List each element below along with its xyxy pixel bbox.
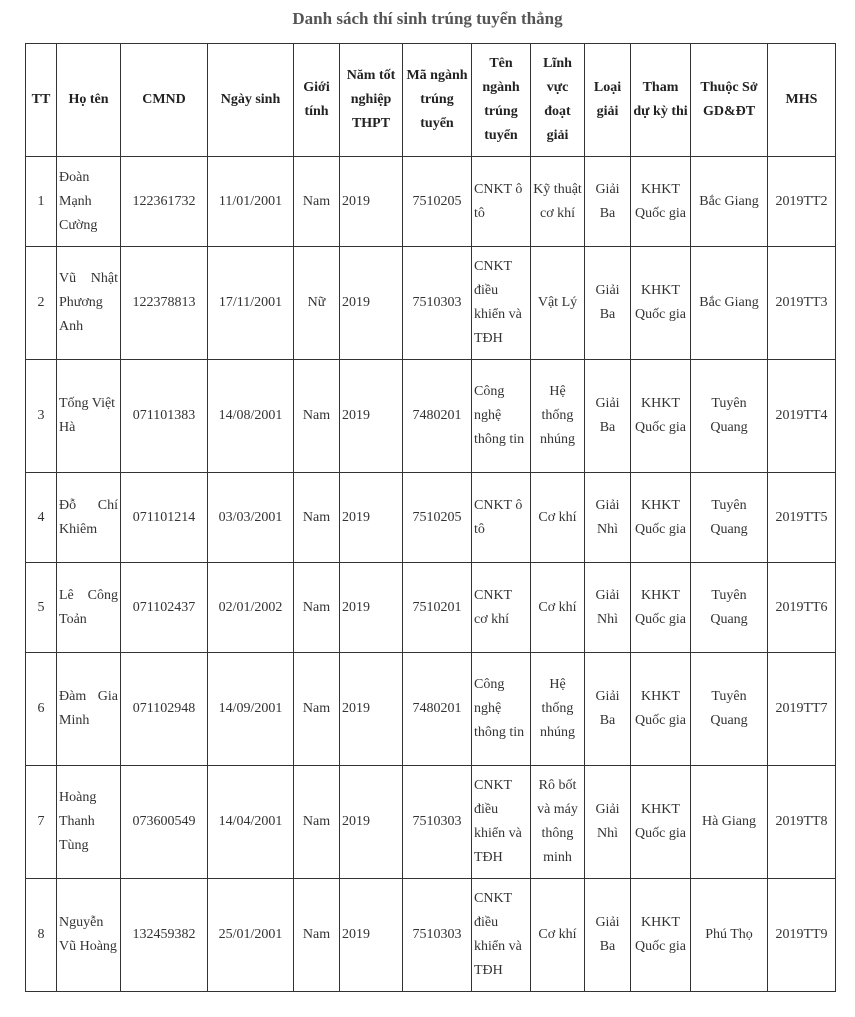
cell-ho-ten: Vũ Nhật Phương Anh — [57, 247, 121, 360]
table-row — [26, 766, 836, 879]
cell-loai-giai: Giải Ba — [585, 879, 631, 992]
table-header-row — [26, 44, 836, 157]
cell-ten-nganh: CNKT điều khiển và TĐH — [472, 879, 531, 992]
cell-linh-vuc: Cơ khí — [531, 563, 585, 653]
cell-ma-nganh: 7480201 — [403, 653, 472, 766]
cell-linh-vuc: Kỹ thuật cơ khí — [531, 157, 585, 247]
cell-mhs: 2019TT7 — [768, 653, 836, 766]
cell-cmnd: 122378813 — [121, 247, 208, 360]
cell-mhs: 2019TT2 — [768, 157, 836, 247]
cell-gioi-tinh: Nam — [294, 360, 340, 473]
candidates-table — [25, 43, 836, 992]
cell-nam: 2019 — [340, 247, 403, 360]
cell-loai-giai: Giải Ba — [585, 360, 631, 473]
header-ho-ten: Họ tên — [57, 44, 121, 157]
header-loai-giai: Loại giải — [585, 44, 631, 157]
cell-ma-nganh: 7510205 — [403, 157, 472, 247]
cell-thuoc-so: Tuyên Quang — [691, 473, 768, 563]
cell-gioi-tinh: Nam — [294, 766, 340, 879]
cell-mhs: 2019TT8 — [768, 766, 836, 879]
cell-nam: 2019 — [340, 157, 403, 247]
cell-thuoc-so: Phú Thọ — [691, 879, 768, 992]
cell-tt: 7 — [26, 766, 57, 879]
cell-ngay-sinh: 25/01/2001 — [208, 879, 294, 992]
page-title: Danh sách thí sinh trúng tuyển thẳng — [292, 9, 563, 28]
cell-cmnd: 071102437 — [121, 563, 208, 653]
cell-ten-nganh: CNKT điều khiển và TĐH — [472, 766, 531, 879]
header-nam-tot-nghiep: Năm tốt nghiệp THPT — [340, 44, 403, 157]
cell-cmnd: 071102948 — [121, 653, 208, 766]
cell-gioi-tinh: Nữ — [294, 247, 340, 360]
cell-ho-ten: Tống Việt Hà — [57, 360, 121, 473]
table-row — [26, 473, 836, 563]
cell-loai-giai: Giải Ba — [585, 247, 631, 360]
cell-linh-vuc: Cơ khí — [531, 879, 585, 992]
cell-thuoc-so: Tuyên Quang — [691, 653, 768, 766]
cell-cmnd: 132459382 — [121, 879, 208, 992]
cell-tham-du: KHKT Quốc gia — [631, 766, 691, 879]
cell-gioi-tinh: Nam — [294, 473, 340, 563]
cell-mhs: 2019TT6 — [768, 563, 836, 653]
cell-ho-ten: Đàm Gia Minh — [57, 653, 121, 766]
header-ten-nganh: Tên ngành trúng tuyển — [472, 44, 531, 157]
cell-tham-du: KHKT Quốc gia — [631, 247, 691, 360]
cell-nam: 2019 — [340, 653, 403, 766]
cell-ten-nganh: CNKT cơ khí — [472, 563, 531, 653]
cell-tham-du: KHKT Quốc gia — [631, 563, 691, 653]
cell-ten-nganh: CNKT ô tô — [472, 157, 531, 247]
cell-ten-nganh: CNKT ô tô — [472, 473, 531, 563]
cell-linh-vuc: Vật Lý — [531, 247, 585, 360]
header-tham-du: Tham dự kỳ thi — [631, 44, 691, 157]
cell-ma-nganh: 7510303 — [403, 879, 472, 992]
cell-thuoc-so: Bắc Giang — [691, 157, 768, 247]
table-row — [26, 157, 836, 247]
cell-nam: 2019 — [340, 766, 403, 879]
cell-linh-vuc: Cơ khí — [531, 473, 585, 563]
cell-cmnd: 122361732 — [121, 157, 208, 247]
cell-ma-nganh: 7510303 — [403, 766, 472, 879]
cell-tham-du: KHKT Quốc gia — [631, 653, 691, 766]
cell-tham-du: KHKT Quốc gia — [631, 879, 691, 992]
table-row — [26, 563, 836, 653]
cell-thuoc-so: Tuyên Quang — [691, 563, 768, 653]
header-ma-nganh: Mã ngành trúng tuyển — [403, 44, 472, 157]
cell-ho-ten: Đỗ Chí Khiêm — [57, 473, 121, 563]
cell-thuoc-so: Bắc Giang — [691, 247, 768, 360]
cell-gioi-tinh: Nam — [294, 563, 340, 653]
header-ngay-sinh: Ngày sinh — [208, 44, 294, 157]
cell-ho-ten: Lê Công Toản — [57, 563, 121, 653]
cell-tt: 3 — [26, 360, 57, 473]
cell-linh-vuc: Hệ thống nhúng — [531, 360, 585, 473]
cell-tham-du: KHKT Quốc gia — [631, 473, 691, 563]
cell-ma-nganh: 7510303 — [403, 247, 472, 360]
cell-loai-giai: Giải Nhì — [585, 766, 631, 879]
cell-ngay-sinh: 03/03/2001 — [208, 473, 294, 563]
cell-tham-du: KHKT Quốc gia — [631, 360, 691, 473]
header-mhs: MHS — [768, 44, 836, 157]
table-row — [26, 360, 836, 473]
cell-ho-ten: Đoàn Mạnh Cường — [57, 157, 121, 247]
cell-gioi-tinh: Nam — [294, 157, 340, 247]
cell-gioi-tinh: Nam — [294, 879, 340, 992]
cell-tt: 6 — [26, 653, 57, 766]
cell-mhs: 2019TT3 — [768, 247, 836, 360]
cell-ma-nganh: 7510205 — [403, 473, 472, 563]
cell-ma-nganh: 7480201 — [403, 360, 472, 473]
header-tt: TT — [26, 44, 57, 157]
cell-ho-ten: Hoàng Thanh Tùng — [57, 766, 121, 879]
header-gioi-tinh: Giới tính — [294, 44, 340, 157]
cell-loai-giai: Giải Nhì — [585, 473, 631, 563]
cell-thuoc-so: Tuyên Quang — [691, 360, 768, 473]
header-thuoc-so: Thuộc Sở GD&ĐT — [691, 44, 768, 157]
cell-tt: 1 — [26, 157, 57, 247]
cell-gioi-tinh: Nam — [294, 653, 340, 766]
cell-nam: 2019 — [340, 563, 403, 653]
cell-nam: 2019 — [340, 879, 403, 992]
cell-loai-giai: Giải Ba — [585, 157, 631, 247]
cell-mhs: 2019TT4 — [768, 360, 836, 473]
cell-tt: 4 — [26, 473, 57, 563]
cell-nam: 2019 — [340, 473, 403, 563]
table-row — [26, 653, 836, 766]
cell-ho-ten: Nguyễn Vũ Hoàng — [57, 879, 121, 992]
cell-cmnd: 071101383 — [121, 360, 208, 473]
cell-ngay-sinh: 14/04/2001 — [208, 766, 294, 879]
cell-linh-vuc: Rô bốt và máy thông minh — [531, 766, 585, 879]
table-row — [26, 247, 836, 360]
cell-linh-vuc: Hệ thống nhúng — [531, 653, 585, 766]
cell-mhs: 2019TT5 — [768, 473, 836, 563]
cell-ngay-sinh: 17/11/2001 — [208, 247, 294, 360]
cell-ten-nganh: Công nghệ thông tin — [472, 653, 531, 766]
header-cmnd: CMND — [121, 44, 208, 157]
cell-thuoc-so: Hà Giang — [691, 766, 768, 879]
cell-loai-giai: Giải Nhì — [585, 563, 631, 653]
cell-tt: 5 — [26, 563, 57, 653]
cell-mhs: 2019TT9 — [768, 879, 836, 992]
cell-tham-du: KHKT Quốc gia — [631, 157, 691, 247]
cell-tt: 2 — [26, 247, 57, 360]
header-linh-vuc: Lĩnh vực đoạt giải — [531, 44, 585, 157]
cell-loai-giai: Giải Ba — [585, 653, 631, 766]
cell-ma-nganh: 7510201 — [403, 563, 472, 653]
cell-cmnd: 073600549 — [121, 766, 208, 879]
cell-ten-nganh: CNKT điều khiển và TĐH — [472, 247, 531, 360]
cell-nam: 2019 — [340, 360, 403, 473]
cell-ngay-sinh: 14/08/2001 — [208, 360, 294, 473]
cell-ten-nganh: Công nghệ thông tin — [472, 360, 531, 473]
cell-ngay-sinh: 14/09/2001 — [208, 653, 294, 766]
cell-cmnd: 071101214 — [121, 473, 208, 563]
cell-ngay-sinh: 02/01/2002 — [208, 563, 294, 653]
cell-tt: 8 — [26, 879, 57, 992]
cell-ngay-sinh: 11/01/2001 — [208, 157, 294, 247]
table-row — [26, 879, 836, 992]
